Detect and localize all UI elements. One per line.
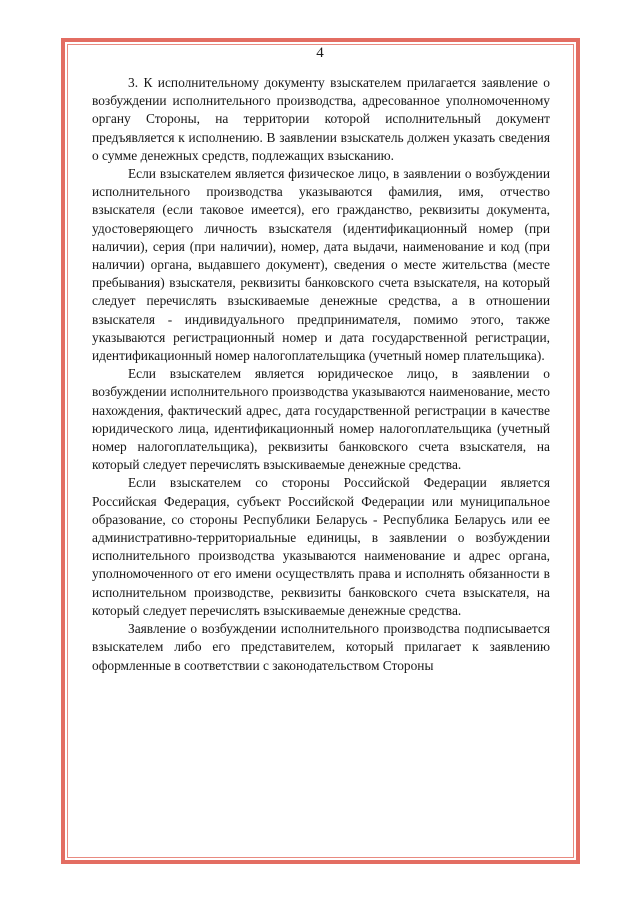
paragraph-application-signing: Заявление о возбуждении исполнительного производства подписывается взыскателем либо его представителем, который прилагает к заявлению оформленные в соответствии с законодательством Стороны	[92, 621, 550, 673]
paragraph-clause-3: 3. К исполнительному документу взыскателем прилагается заявление о возбуждении исполнительного производства, адресованное уполномоченному органу Стороны, на территории которой исполнительный документ предъявляется к исполнению. В заявлении взыскатель должен указать сведения о сумме денежных средств, подлежащих взысканию.	[92, 75, 550, 163]
paragraph-individual-claimant: Если взыскателем является физическое лицо, в заявлении о возбуждении исполнительного производства указываются фамилия, имя, отчество взыскателя (если таковое имеется), его гражданство, реквизиты документа, удостоверяющего личность взыскателя (идентификационный номер (при наличии), серия (при наличии), номер, дата выдачи, наименование и код (при наличии) органа, выдавшего документ), сведения о месте жительства (месте пребывания) взыскателя, реквизиты банковского счета взыскателя, на который следует перечислять взыскиваемые денежные средства, а в отношении взыскателя - индивидуального предпринимателя, помимо этого, также указываются регистрационный номер и дата государственной регистрации, идентификационный номер налогоплательщика (учетный номер плательщика).	[92, 166, 550, 364]
page-number: 4	[316, 45, 324, 61]
paragraph-state-claimant: Если взыскателем со стороны Российской Федерации является Российская Федерация, субъект Российской Федерации или муниципальное образование, со стороны Республики Беларусь - Республика Беларусь или ее административно-территориальные единицы, в заявлении о возбуждении исполнительного производства указываются наименование и адрес органа, уполномоченного от его имени осуществлять права и исполнять обязанности в исполнительном производстве, реквизиты банковского счета взыскателя, на который следует перечислять взыскиваемые денежные средства.	[92, 475, 550, 618]
document-body	[92, 74, 550, 675]
paragraph-legal-entity-claimant: Если взыскателем является юридическое лицо, в заявлении о возбуждении исполнительного производства указываются наименование, место нахождения, фактический адрес, дата государственной регистрации в качестве юридического лица, идентификационный номер налогоплательщика (учетный номер налогоплательщика), реквизиты банковского счета взыскателя, на который следует перечислять взыскиваемые денежные средства.	[92, 366, 550, 473]
